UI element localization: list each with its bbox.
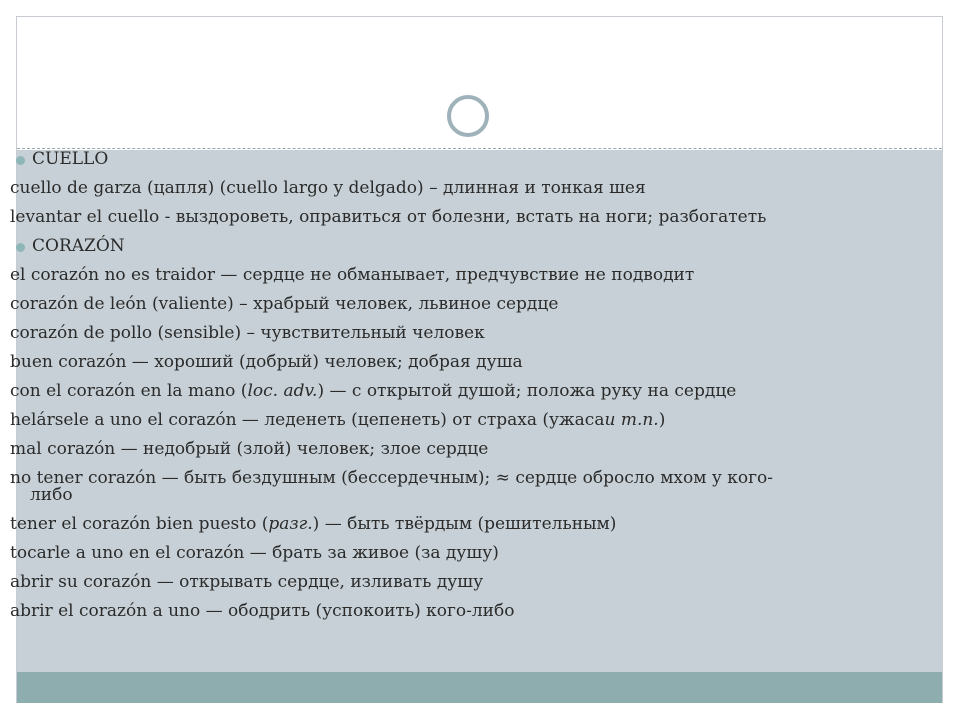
text-line — [10, 510, 910, 539]
text-line: abrir su corazón — открывать сердце, изливать душу — [10, 572, 484, 592]
text-continuation: либо — [30, 485, 73, 505]
text-line: abrir el corazón a uno — ободрить (успокоить) кого-либо — [10, 601, 515, 621]
text-segment: helársele a uno el corazón — леденеть (цепенеть) от страха (ужаса — [10, 410, 605, 430]
text-line — [10, 377, 910, 406]
text-line: corazón de león (valiente) – храбрый человек, львиное сердце — [10, 294, 559, 314]
circle-ring-icon — [447, 95, 489, 137]
heading-cuello — [10, 145, 910, 174]
text-line: levantar el cuello - выздороветь, оправиться от болезни, встать на ноги; разбогатеть — [10, 207, 767, 227]
text-line: tocarle a uno en el corazón — брать за живое (за душу) — [10, 543, 499, 563]
text-segment: no tener corazón — быть бездушным (бессердечным); ≈ сердце обросло мхом у кого- — [10, 468, 774, 488]
slide-content — [10, 145, 910, 626]
text-line: buen corazón — хороший (добрый) человек; добрая душа — [10, 352, 523, 372]
text-segment: con el corazón en la mano ( — [10, 381, 248, 401]
text-line: corazón de pollo (sensible) – чувствительный человек — [10, 323, 485, 343]
heading-cuello-text: CUELLO — [32, 149, 109, 169]
text-segment: ) — [658, 410, 666, 430]
text-segment: ) — с открытой душой; положа руку на сердце — [317, 381, 737, 401]
italic-segment: loc. adv. — [247, 381, 318, 401]
heading-corazon — [10, 232, 910, 261]
text-line — [10, 406, 910, 435]
text-line: el corazón no es traidor — сердце не обманывает, предчувствие не подводит — [10, 265, 695, 285]
text-line: mal corazón — недобрый (злой) человек; злое сердце — [10, 439, 489, 459]
italic-segment: разг. — [268, 514, 313, 534]
italic-segment: и т.п. — [604, 410, 659, 430]
footer-bar — [17, 672, 942, 703]
text-line-wrapped — [10, 464, 910, 510]
text-segment: tener el corazón bien puesto ( — [10, 514, 269, 534]
heading-corazon-text: CORAZÓN — [32, 236, 125, 256]
text-line: cuello de garza (цапля) (cuello largo y delgado) – длинная и тонкая шея — [10, 178, 646, 198]
text-segment: ) — быть твёрдым (решительным) — [312, 514, 617, 534]
